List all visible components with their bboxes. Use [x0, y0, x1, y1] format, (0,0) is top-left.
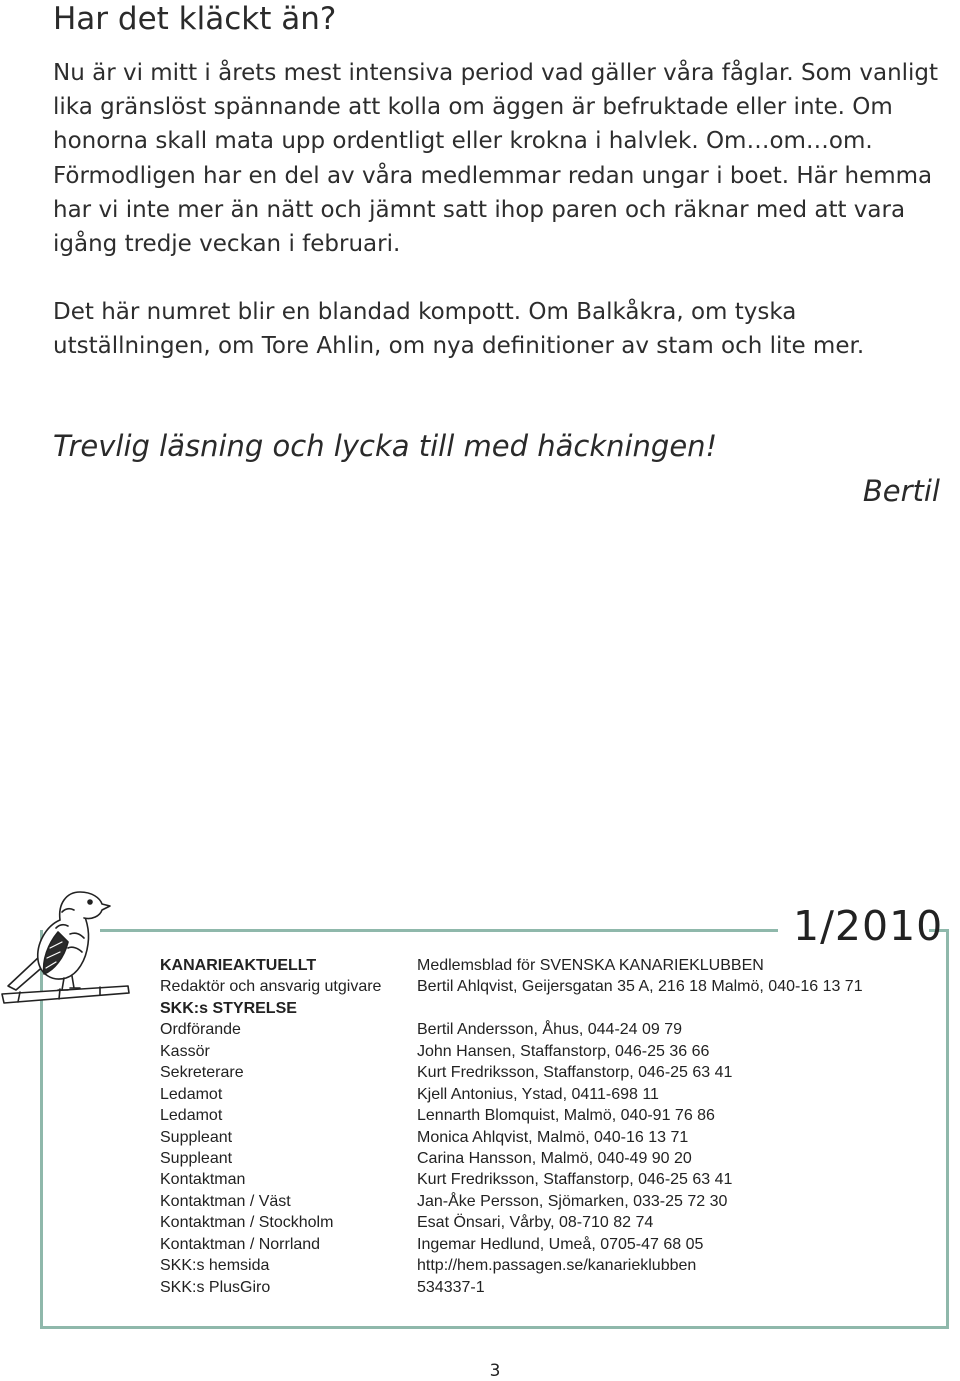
info-value: Kjell Antonius, Ystad, 0411-698 11 [417, 1085, 659, 1103]
info-value: Monica Ahlqvist, Malmö, 040-16 13 71 [417, 1128, 689, 1146]
info-label: Sekreterare [160, 1064, 244, 1082]
info-label: SKK:s PlusGiro [160, 1278, 271, 1296]
info-value: Esat Önsari, Vårby, 08-710 82 74 [417, 1214, 654, 1232]
contents-paragraph: Det här numret blir en blandad kompott. Om Balkåkra, om tyska utställningen, om Tore Ahlin, om nya definitioner av stam och lite mer. [53, 299, 865, 360]
website-link[interactable]: http://hem.passagen.se/kanarieklubben [417, 1257, 697, 1275]
info-label: Suppleant [160, 1128, 233, 1146]
info-value: Carina Hansson, Malmö, 040-49 90 20 [417, 1149, 692, 1167]
info-value: 534337-1 [417, 1278, 485, 1296]
info-value: Kurt Fredriksson, Staffanstorp, 046-25 63 41 [417, 1064, 733, 1082]
info-label: SKK:s hemsida [160, 1257, 270, 1275]
info-value: Bertil Ahlqvist, Geijersgatan 35 A, 216 18 Malmö, 040-16 13 71 [417, 978, 863, 996]
info-value: Ingemar Hedlund, Umeå, 0705-47 68 05 [417, 1235, 704, 1253]
closing-greeting: Trevlig läsning och lycka till med häckningen! [53, 429, 718, 463]
info-label: Suppleant [160, 1149, 233, 1167]
info-label: Kontaktman / Stockholm [160, 1214, 334, 1232]
signature: Bertil [862, 474, 940, 508]
intro-paragraph: Nu är vi mitt i årets mest intensiva period vad gäller våra fåglar. Som vanligt lika gränslöst spännande att kolla om äggen är befruktade eller inte. Om honorna skall mata upp ordentligt eller krokna i halvlek. Om…om…om. Förmodligen har en del av våra medlemmar redan ungar i boet. Här hemma har vi inte mer än nätt och jämnt satt ihop paren och räknar med att vara igång tredje veckan i februari. [53, 60, 939, 258]
info-label: Ledamot [160, 1107, 223, 1125]
info-label: Kontaktman / Norrland [160, 1235, 321, 1253]
info-label: Ledamot [160, 1085, 223, 1103]
info-value: Kurt Fredriksson, Staffanstorp, 046-25 63 41 [417, 1171, 733, 1189]
info-label: Redaktör och ansvarig utgivare [160, 978, 382, 996]
info-label: Ordförande [160, 1021, 241, 1039]
article-heading: Har det kläckt än? [53, 1, 337, 37]
canary-bird-icon [0, 882, 140, 1022]
info-label: KANARIEAKTUELLT [160, 957, 317, 974]
info-value: Medlemsblad för SVENSKA KANARIEKLUBBEN [417, 957, 764, 974]
info-value: Lennarth Blomquist, Malmö, 040-91 76 86 [417, 1107, 715, 1125]
masthead-top-rule [100, 929, 778, 932]
page-number: 3 [489, 1361, 501, 1381]
info-label: Kontaktman [160, 1171, 246, 1189]
info-label: Kassör [160, 1042, 210, 1060]
info-value: Bertil Andersson, Åhus, 044-24 09 79 [417, 1021, 683, 1039]
info-value: John Hansen, Staffanstorp, 046-25 36 66 [417, 1042, 710, 1060]
issue-number: 1/2010 [793, 902, 944, 950]
info-label: SKK:s STYRELSE [160, 999, 297, 1017]
info-value: Jan-Åke Persson, Sjömarken, 033-25 72 30 [417, 1192, 728, 1210]
info-label: Kontaktman / Väst [160, 1192, 291, 1210]
